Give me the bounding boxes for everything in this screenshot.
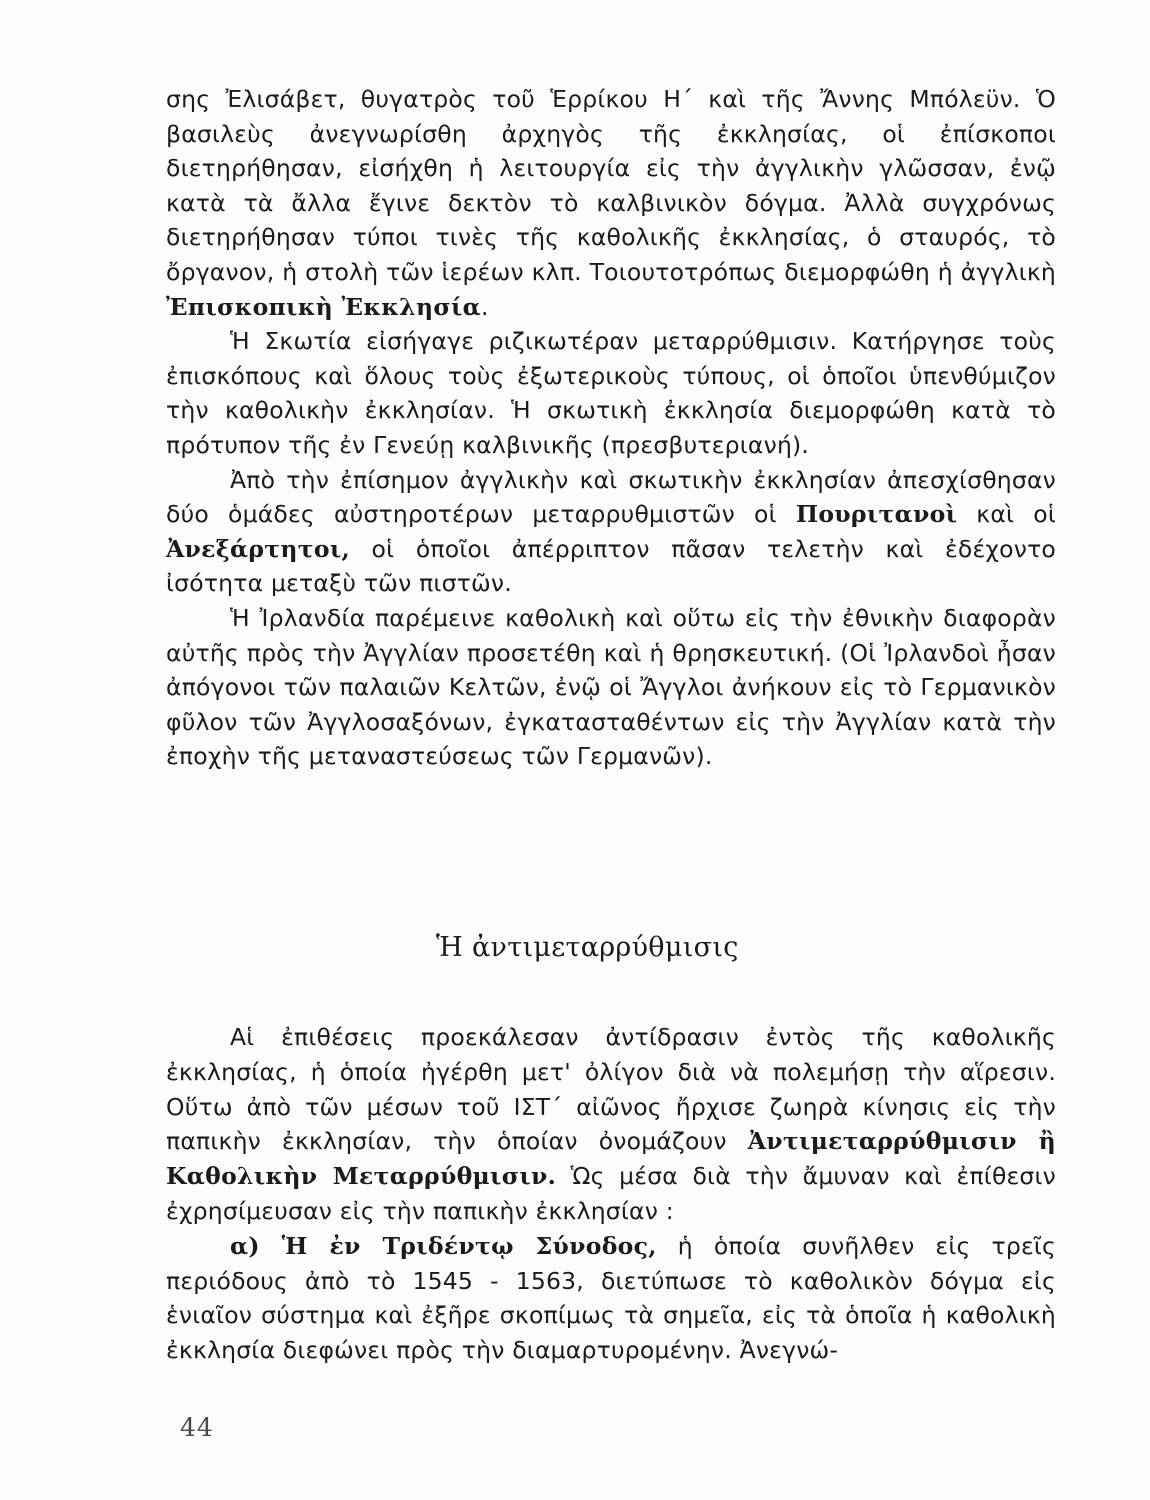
paragraph-text: Ὡς μέσα διὰ τὴν ἄμυναν καὶ ἐπίθεσιν ἐχρησίμευσαν εἰς τὴν παπικὴν ἐκκλησίαν :: [166, 1162, 1057, 1225]
paragraph-text: Ἡ Ἰρλανδία παρέμεινε καθολικὴ καὶ οὕτω εἰς τὴν ἐθνικὴν διαφορὰν αὐτῆς πρὸς τὴν Ἀγγλίαν προσετέθη καὶ ἡ θρησκευτική. (Οἱ Ἰρλανδοὶ ἦσαν ἀπόγονοι τῶν παλαιῶν Κελτῶν, ἐνῷ οἱ Ἄγγλοι ἀνήκουν εἰς τὸ Γερμανικὸν φῦλον τῶν Ἀγγλοσαξόνων, ἐγκατασταθέντων εἰς τὴν Ἀγγλίαν κατὰ τὴν ἐποχὴν τῆς μεταναστεύσεως τῶν Γερμανῶν).: [166, 603, 1056, 771]
paragraph-ireland: [166, 601, 1056, 774]
paragraph-text: Αἱ ἐπιθέσεις προεκάλεσαν ἀντίδρασιν ἐντὸς τῆς καθολικῆς ἐκκλησίας, ἡ ὁποία ἠγέρθη μετ' ὀλίγον διὰ νὰ πολεμήσῃ τὴν αἵρεσιν. Οὕτω ἀπὸ τῶν μέσων τοῦ ΙΣΤ΄ αἰῶνος ἤρχισε ζωηρὰ κίνησις εἰς τὴν παπικὴν ἐκκλησίαν, τὴν ὁποίαν ὀνομάζουν: [166, 1023, 1056, 1156]
paragraph-text: Ἡ Σκωτία εἰσήγαγε ριζικωτέραν μεταρρύθμισιν. Κατήργησε τοὺς ἐπισκόπους καὶ ὅλους τοὺς ἐξωτερικοὺς τύπους, οἱ ὁποῖοι ὑπενθύμιζον τὴν καθολικὴν ἐκκλησίαν. Ἡ σκωτικὴ ἐκκλησία διεμορφώθη κατὰ τὸ πρότυπον τῆς ἐν Γενεύῃ καλβινικῆς (πρεσβυτεριανή).: [166, 327, 1056, 459]
bold-term-puritans: Πουριτανοὶ: [795, 500, 958, 529]
paragraph-scotland: [166, 324, 1056, 462]
paragraph-text: .: [481, 292, 489, 321]
bold-term-episcopal-church: Ἐπισκοπικὴ Ἐκκλησία: [166, 292, 482, 321]
paragraph-text: καὶ οἱ: [957, 500, 1056, 529]
paragraph-puritans: [166, 463, 1056, 601]
bold-term-counter-reformation: Ἀντιμεταρρύθμισιν ἢ Καθολικὴν Μεταρρύθμισιν.: [166, 1127, 1056, 1191]
paragraph-continuation: [166, 82, 1056, 324]
paragraph-text: ἡ ὁποία συνῆλθεν εἰς τρεῖς περιόδους ἀπὸ τὸ 1545 - 1563, διετύπωσε τὸ καθολικὸν δόγμα εἰς ἑνιαῖον σύστημα καὶ ἐξῆρε σκοπίμως τὰ σημεῖα, εἰς τὰ ὁποῖα ἡ καθολικὴ ἐκκλησία διεφώνει πρὸς τὴν διαμαρτυρομένην. Ἀνεγνώ-: [166, 1231, 1056, 1365]
paragraph-text: Ἀπὸ τὴν ἐπίσημον ἀγγλικὴν καὶ σκωτικὴν ἐκκλησίαν ἀπεσχίσθησαν δύο ὁμάδες αὐστηροτέρων μεταρρυθμιστῶν οἱ: [166, 465, 1056, 529]
page-number: 44: [180, 1413, 214, 1442]
bold-term-independents: Ἀνεξάρτητοι,: [166, 534, 350, 563]
bold-term-council-of-trent: α) Ἡ ἐν Τριδέντῳ Σύνοδος,: [230, 1231, 657, 1260]
body-text-lower: [166, 1020, 1056, 1368]
paragraph-text: οἱ ὁποῖοι ἀπέρριπτον πᾶσαν τελετὴν καὶ ἐδέχοντο ἰσότητα μεταξὺ τῶν πιστῶν.: [166, 534, 1056, 598]
paragraph-counter-reformation: [166, 1020, 1056, 1229]
paragraph-council-of-trent: [166, 1229, 1056, 1368]
paragraph-text: σης Ἐλισάβετ, θυγατρὸς τοῦ Ἑρρίκου Η΄ καὶ τῆς Ἄννης Μπόλεϋν. Ὁ βασιλεὺς ἀνεγνωρίσθη ἀρχηγὸς τῆς ἐκκλησίας, οἱ ἐπίσκοποι διετηρήθησαν, εἰσήχθη ἡ λειτουργία εἰς τὴν ἀγγλικὴν γλῶσσαν, ἐνῷ κατὰ τὰ ἄλλα ἔγινε δεκτὸν τὸ καλβινικὸν δόγμα. Ἀλλὰ συγχρόνως διετηρήθησαν τύποι τινὲς τῆς καθολικῆς ἐκκλησίας, ὁ σταυρός, τὸ ὄργανον, ἡ στολὴ τῶν ἱερέων κλπ. Τοιουτοτρόπως διεμορφώθη ἡ ἀγγλικὴ: [166, 85, 1056, 286]
body-text-upper: [166, 82, 1056, 774]
section-heading: Ἡ ἀντιμεταρρύθμισις: [436, 932, 739, 963]
